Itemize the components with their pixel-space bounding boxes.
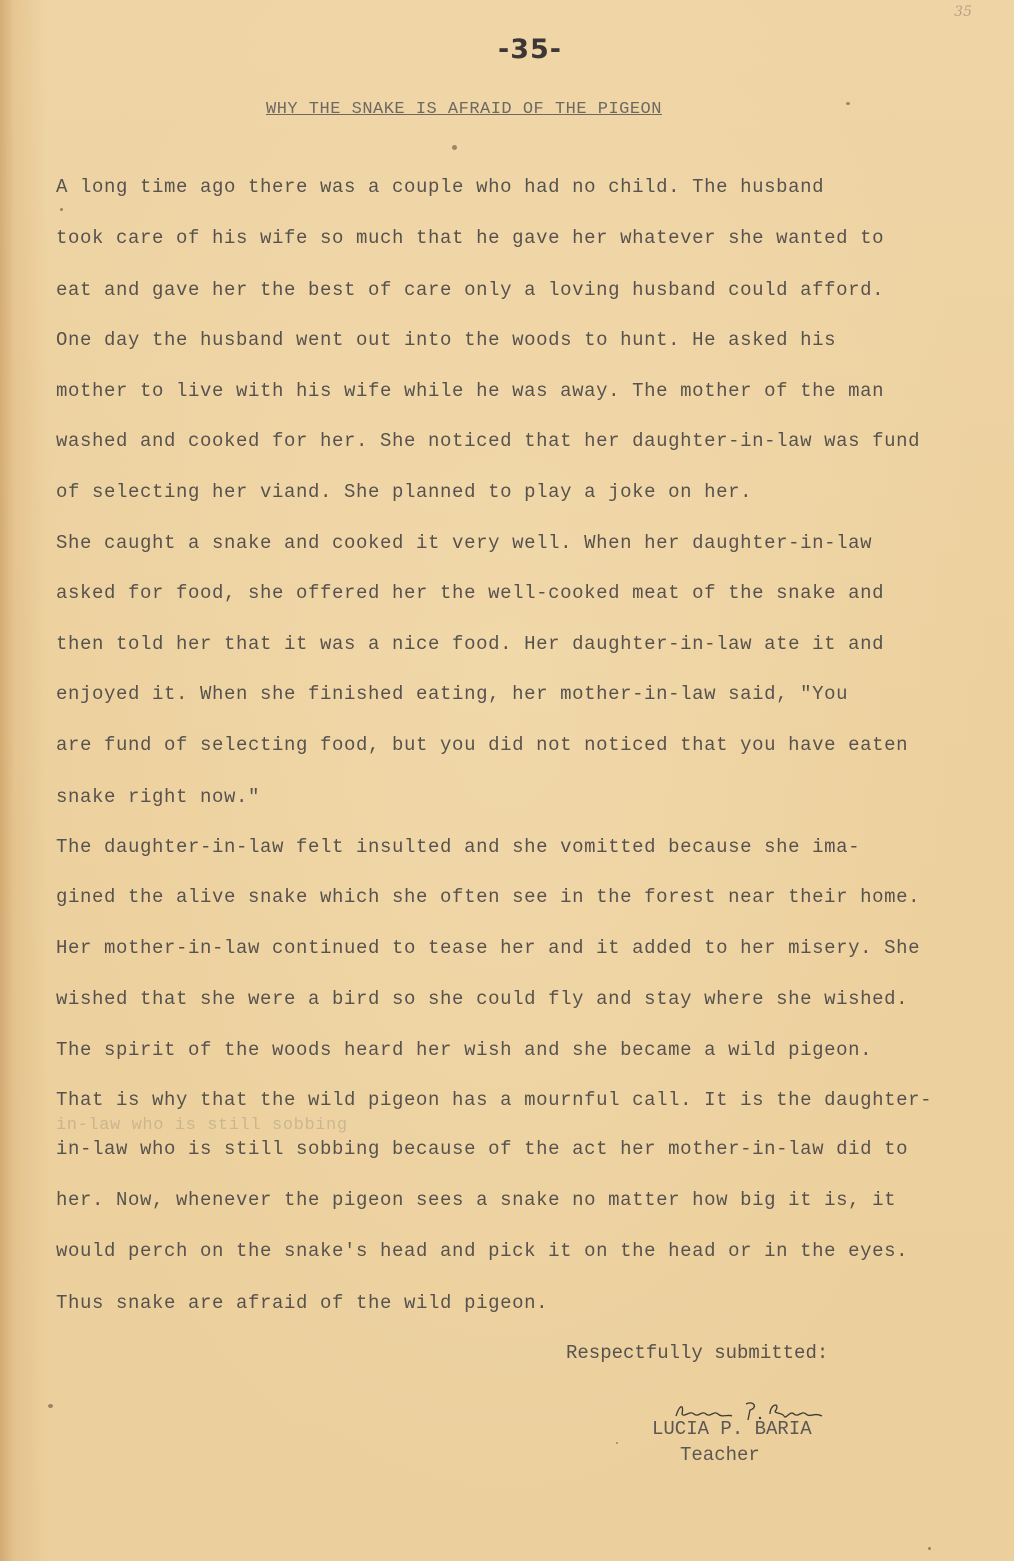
- body-line: Her mother-in-law continued to tease her and it added to her misery. She: [56, 937, 921, 959]
- paper-speck: [928, 1547, 931, 1550]
- paper-speck: [452, 145, 457, 150]
- signatory-name: LUCIA P. BARIA: [652, 1418, 812, 1440]
- body-line: are fund of selecting food, but you did not noticed that you have eaten: [56, 734, 909, 756]
- paper-speck: [846, 102, 850, 105]
- body-line: The daughter-in-law felt insulted and she vomitted because she ima-: [56, 836, 861, 858]
- body-line: A long time ago there was a couple who had no child. The husband: [56, 176, 825, 198]
- body-line: Thus snake are afraid of the wild pigeon.: [56, 1292, 549, 1314]
- body-line: took care of his wife so much that he gave her whatever she wanted to: [56, 227, 885, 249]
- body-line: The spirit of the woods heard her wish and she became a wild pigeon.: [56, 1039, 873, 1061]
- paper-speck: [48, 1404, 53, 1408]
- faded-retyped-text: in-law who is still sobbing: [56, 1116, 348, 1135]
- body-line: asked for food, she offered her the well-cooked meat of the snake and: [56, 582, 885, 604]
- body-line: in-law who is still sobbing because of the act her mother-in-law did to: [56, 1138, 909, 1160]
- body-line: wished that she were a bird so she could fly and stay where she wished.: [56, 988, 909, 1010]
- body-line: snake right now.": [56, 786, 261, 808]
- body-line: of selecting her viand. She planned to play a joke on her.: [56, 481, 753, 503]
- body-line: gined the alive snake which she often see in the forest near their home.: [56, 886, 921, 908]
- body-line: then told her that it was a nice food. Her daughter-in-law ate it and: [56, 633, 885, 655]
- closing-phrase: Respectfully submitted:: [566, 1342, 829, 1364]
- page-number: -35-: [498, 34, 562, 65]
- story-title: WHY THE SNAKE IS AFRAID OF THE PIGEON: [266, 100, 662, 119]
- body-line: mother to live with his wife while he was away. The mother of the man: [56, 380, 885, 402]
- body-line: her. Now, whenever the pigeon sees a snake no matter how big it is, it: [56, 1189, 897, 1211]
- signatory-title: Teacher: [680, 1444, 760, 1466]
- corner-page-mark: 35: [954, 4, 972, 20]
- body-line: enjoyed it. When she finished eating, her mother-in-law said, "You: [56, 683, 849, 705]
- body-line: eat and gave her the best of care only a loving husband could afford.: [56, 279, 885, 301]
- body-line: One day the husband went out into the woods to hunt. He asked his: [56, 329, 837, 351]
- paper-speck: [60, 208, 63, 211]
- body-line: washed and cooked for her. She noticed that her daughter-in-law was fund: [56, 430, 921, 452]
- body-line: She caught a snake and cooked it very well. When her daughter-in-law: [56, 532, 873, 554]
- body-line: That is why that the wild pigeon has a mournful call. It is the daughter-: [56, 1089, 933, 1111]
- body-line: would perch on the snake's head and pick it on the head or in the eyes.: [56, 1240, 909, 1262]
- paper-speck: [616, 1442, 618, 1444]
